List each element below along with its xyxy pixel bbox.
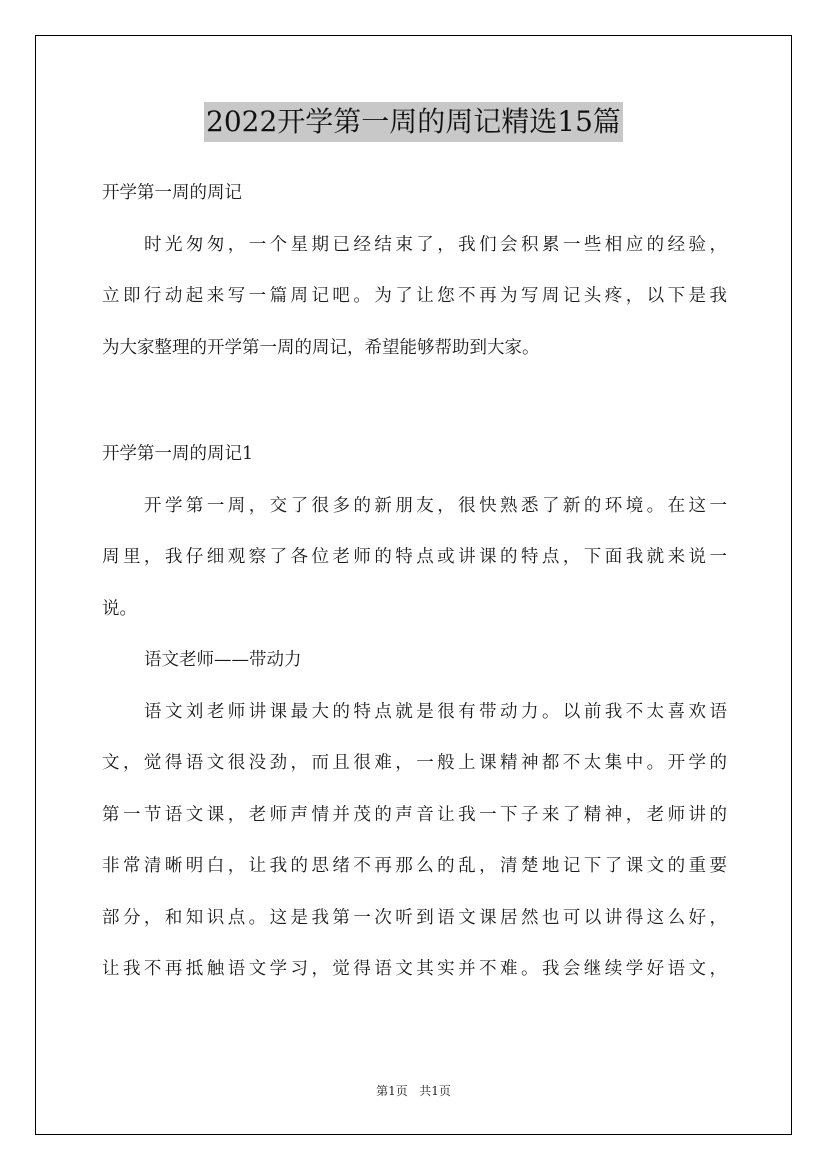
paragraph-line: 部分，和知识点。这是我第一次听到语文课居然也可以讲得这么好，	[102, 907, 727, 928]
page-number: 第1页	[376, 1084, 408, 1098]
page-total: 共1页	[419, 1084, 451, 1098]
paragraph-line: 周里，我仔细观察了各位老师的特点或讲课的特点，下面我就来说一	[102, 547, 727, 567]
paragraph-line: 让我不再抵触语文学习，觉得语文其实并不难。我会继续学好语文，	[102, 959, 727, 979]
intro-heading: 开学第一周的周记	[102, 183, 242, 203]
paragraph-line: 语文刘老师讲课最大的特点就是很有带动力。以前我不太喜欢语	[144, 701, 727, 722]
page-footer	[0, 1082, 827, 1099]
intro-line: 立即行动起来写一篇周记吧。为了让您不再为写周记头疼，以下是我	[102, 286, 727, 306]
section-gap	[102, 374, 727, 429]
subheading: 语文老师——带动力	[144, 650, 302, 670]
paragraph-line: 说。	[102, 598, 137, 619]
paragraph-line: 文，觉得语文很没劲，而且很难，一般上课精神都不太集中。开学的	[102, 753, 727, 773]
intro-line: 为大家整理的开学第一周的周记，希望能够帮助到大家。	[102, 337, 540, 358]
intro-line: 时光匆匆，一个星期已经结束了，我们会积累一些相应的经验，	[144, 234, 727, 255]
article-heading: 开学第一周的周记1	[102, 444, 254, 464]
title-container	[0, 102, 827, 142]
document-body	[102, 168, 727, 996]
document-title: 2022开学第一周的周记精选15篇	[204, 102, 623, 142]
paragraph-line: 非常清晰明白，让我的思绪不再那么的乱，清楚地记下了课文的重要	[102, 856, 727, 876]
paragraph-line: 开学第一周，交了很多的新朋友，很快熟悉了新的环境。在这一	[144, 495, 727, 516]
paragraph-line: 第一节语文课，老师声情并茂的声音让我一下子来了精神，老师讲的	[102, 804, 727, 825]
